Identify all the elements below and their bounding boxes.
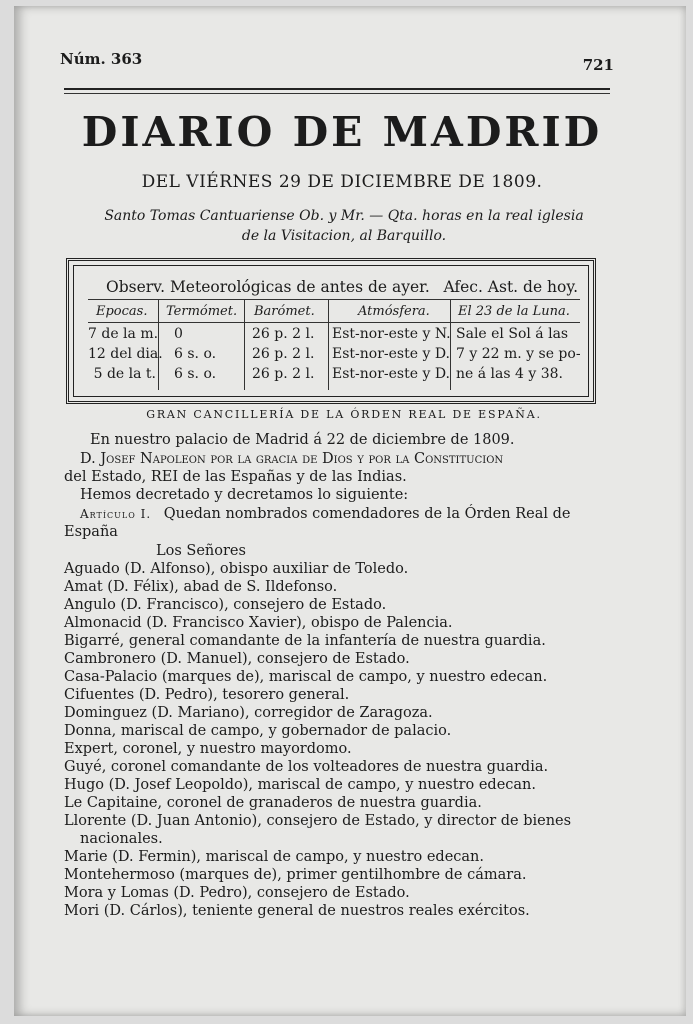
weather-row-3-baro: 26 p. 2 l. [252,366,315,382]
list-item: Mora y Lomas (D. Pedro), consejero de Estado. [64,885,410,901]
list-item: Angulo (D. Francisco), consejero de Estado. [64,597,387,613]
list-item: Montehermoso (marques de), primer gentilhombre de cámara. [64,867,527,883]
list-item: Cambronero (D. Manuel), consejero de Estado. [64,651,410,667]
list-item: Dominguez (D. Mariano), corregidor de Zaragoza. [64,705,433,721]
intro-king-line: D. Josef Napoleon por la gracia de Dios y por la Constitucion [80,451,504,467]
weather-row-2-termo: 6 s. o. [174,346,217,362]
list-item: Casa-Palacio (marques de), mariscal de campo, y nuestro edecan. [64,669,548,685]
weather-row-1-baro: 26 p. 2 l. [252,326,315,342]
list-item: Llorente (D. Juan Antonio), consejero de Estado, y director de bienes [64,813,572,829]
dateline: DEL VIÉRNES 29 DE DICIEMBRE DE 1809. [141,172,543,192]
list-item: Bigarré, general comandante de la infantería de nuestra guardia. [64,633,546,649]
weather-table [66,258,596,404]
weather-row-1-atmos: Est-nor-este y N. [332,326,451,342]
weather-column-rule [88,322,580,323]
list-item: Almonacid (D. Francisco Xavier), obispo de Palencia. [64,615,453,631]
luna-line-3: ne á las 4 y 38. [456,366,563,382]
list-item: nacionales. [80,831,163,847]
weather-header-rule [88,299,580,300]
col-divider [328,300,329,390]
astro-heading: Afec. Ast. de hoy. [443,278,578,296]
list-item: Aguado (D. Alfonso), obispo auxiliar de Toledo. [64,561,409,577]
page-number: 721 [582,56,614,74]
intro-decree: Hemos decretado y decretamos lo siguiente: [80,487,409,503]
luna-line-1: Sale el Sol á las [456,326,569,342]
weather-row-1-termo: 0 [174,326,183,342]
section-title: GRAN CANCILLERÍA DE LA ÓRDEN REAL DE ESPAÑA. [146,408,542,421]
luna-line-2: 7 y 22 m. y se po- [456,346,581,362]
col-barometro: Barómet. [254,304,315,319]
list-item: Guyé, coronel comandante de los volteadores de nuestra guardia. [64,759,549,775]
top-rule [64,88,610,90]
weather-row-1-epoca: 7 de la m. [88,326,159,342]
list-item: Expert, coronel, y nuestro mayordomo. [64,741,352,757]
masthead-title: DIARIO DE MADRID [81,108,603,156]
saint-line-2: de la Visitacion, al Barquillo. [241,228,447,244]
list-item: Hugo (D. Josef Leopoldo), mariscal de campo, y nuestro edecan. [64,777,536,793]
col-divider [450,300,451,390]
newspaper-page [14,6,686,1016]
intro-dateline: En nuestro palacio de Madrid á 22 de diciembre de 1809. [90,432,515,448]
issue-number: Núm. 363 [60,50,143,68]
weather-row-2-epoca: 12 del dia. [88,346,163,362]
weather-table-frame [73,265,589,397]
col-divider [158,300,159,390]
article-label: Artículo I. [80,507,152,521]
saint-notice [54,206,634,246]
col-termometro: Termómet. [166,304,238,319]
col-epocas: Epocas. [96,304,148,319]
saint-line-1: Santo Tomas Cantuariense Ob. y Mr. — Qta. horas en la real iglesia [104,208,584,224]
weather-row-2-baro: 26 p. 2 l. [252,346,315,362]
weather-row-3-epoca: 5 de la t. [93,366,156,382]
weather-row-2-atmos: Est-nor-este y D. [332,346,450,362]
col-atmosfera: Atmósfera. [358,304,430,319]
article-line [80,506,570,522]
top-rule-thin [64,93,610,94]
list-item: Donna, mariscal de campo, y gobernador de palacio. [64,723,452,739]
weather-row-3-termo: 6 s. o. [174,366,217,382]
weather-heading: Observ. Meteorológicas de antes de ayer. [106,278,430,296]
weather-row-3-atmos: Est-nor-este y D. [332,366,450,382]
list-item: Amat (D. Félix), abad de S. Ildefonso. [64,579,338,595]
list-item: Mori (D. Cárlos), teniente general de nuestros reales exércitos. [64,903,530,919]
list-item: Le Capitaine, coronel de granaderos de nuestra guardia. [64,795,482,811]
article-text-2: España [64,524,118,540]
col-divider [244,300,245,390]
intro-king-line-2: del Estado, REI de las Españas y de las Indias. [64,469,407,485]
list-item: Cifuentes (D. Pedro), tesorero general. [64,687,350,703]
article-text: Quedan nombrados comendadores de la Órden Real de [163,506,571,522]
list-item: Marie (D. Fermin), mariscal de campo, y nuestro edecan. [64,849,485,865]
senores-heading: Los Señores [156,543,246,559]
col-luna: El 23 de la Luna. [458,304,570,319]
